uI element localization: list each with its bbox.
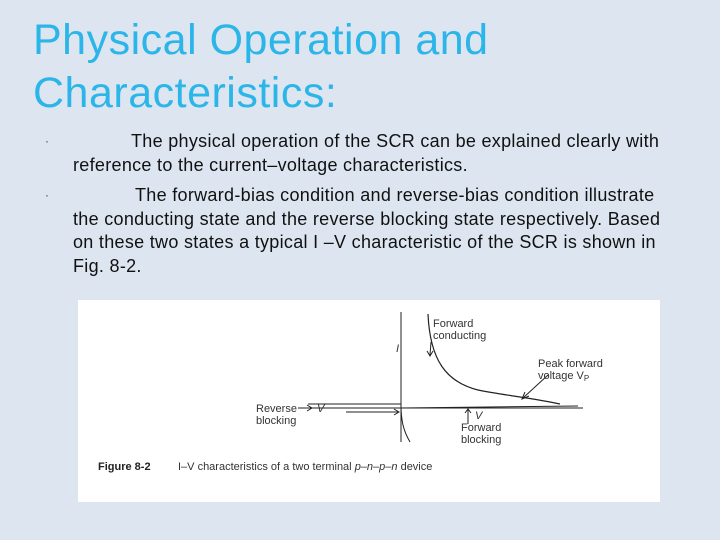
reverse-v-arrow — [346, 409, 399, 415]
forward-blocking-label-1: Forward — [461, 422, 502, 434]
reverse-blocking-label-1: Reverse — [256, 403, 297, 415]
bullet-2-first-line: The forward-bias condition and reverse-bias condition — [135, 185, 580, 205]
bullet-item — [45, 130, 673, 177]
figure-caption-label: Figure 8-2 — [98, 461, 151, 473]
peak-forward-label-2: voltage VP — [538, 370, 590, 383]
bullet-1-first-line: The physical operation of the SCR can be explained clearly — [131, 131, 621, 151]
bullet-1-rest: with reference to the current–voltage characteristics. — [73, 131, 660, 175]
iv-curve-diagram — [78, 300, 660, 502]
bullet-dot-icon: · — [45, 134, 50, 148]
peak-forward-label-1: Peak forward — [538, 358, 603, 370]
bullet-dot-icon: · — [45, 188, 50, 202]
bullet-2-rest: illustrate the conducting state and the reverse blocking state respectively. Based on these two states a typical I –V characteristic of the SCR is shown in Fig. 8-2. — [73, 185, 661, 276]
iv-characteristic-figure — [78, 300, 660, 502]
title-line-1: Physical Operation and — [33, 16, 489, 64]
axis-v-left-label: V — [317, 403, 325, 415]
reverse-blocking-label-2: blocking — [256, 415, 297, 427]
reverse-blocking-arrow — [298, 405, 312, 411]
bullet-item — [45, 184, 673, 278]
axis-v-right-label: V — [475, 410, 483, 422]
title-line-2: Characteristics: — [33, 69, 338, 117]
axis-i-label: I — [396, 343, 400, 355]
figure-caption-text: I–V characteristics of a two terminal p–n–p–n device — [178, 461, 433, 473]
forward-conducting-label-2: conducting — [433, 330, 487, 342]
forward-blocking-label-2: blocking — [461, 434, 502, 446]
forward-conducting-label-1: Forward — [433, 318, 474, 330]
slide-title — [33, 14, 489, 120]
reverse-curve — [401, 404, 410, 442]
